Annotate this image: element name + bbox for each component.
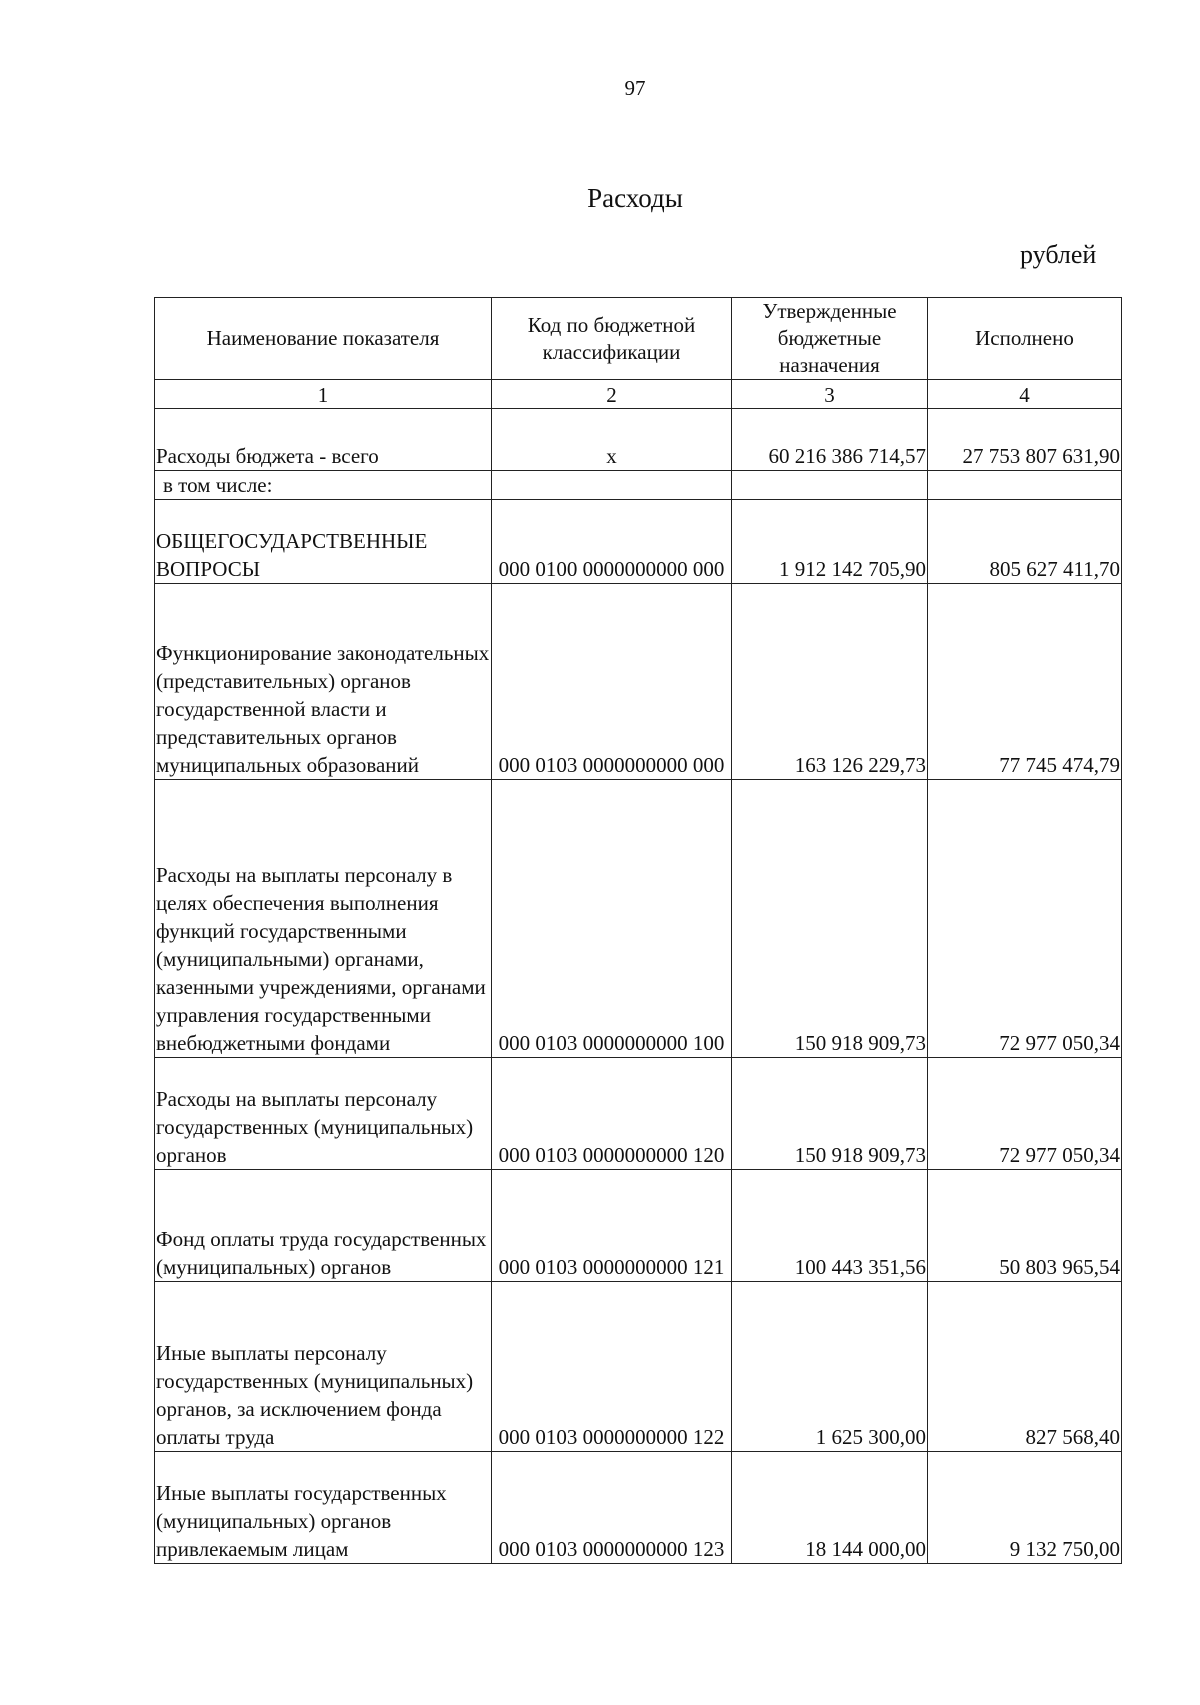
table-row bbox=[155, 1170, 1122, 1282]
header-name: Наименование показателя bbox=[155, 298, 492, 380]
row-code: 000 0103 0000000000 120 bbox=[492, 1058, 732, 1170]
row-approved: 1 912 142 705,90 bbox=[732, 500, 928, 584]
row-executed: 27 753 807 631,90 bbox=[928, 409, 1122, 471]
row-code: 000 0103 0000000000 122 bbox=[492, 1282, 732, 1452]
header-code: Код по бюджетной классификации bbox=[492, 298, 732, 380]
column-number: 3 bbox=[732, 380, 928, 409]
row-code: x bbox=[492, 409, 732, 471]
row-approved: 60 216 386 714,57 bbox=[732, 409, 928, 471]
row-code: 000 0100 0000000000 000 bbox=[492, 500, 732, 584]
row-executed: 827 568,40 bbox=[928, 1282, 1122, 1452]
row-executed bbox=[928, 471, 1122, 500]
table-row bbox=[155, 1282, 1122, 1452]
table-row bbox=[155, 471, 1122, 500]
row-code: 000 0103 0000000000 121 bbox=[492, 1170, 732, 1282]
row-name: Расходы на выплаты персоналу государственных (муниципальных) органов bbox=[155, 1058, 492, 1170]
row-executed: 72 977 050,34 bbox=[928, 1058, 1122, 1170]
row-name: Фонд оплаты труда государственных (муниципальных) органов bbox=[155, 1170, 492, 1282]
table-header-row bbox=[155, 298, 1122, 380]
column-number: 1 bbox=[155, 380, 492, 409]
table-row bbox=[155, 1058, 1122, 1170]
table-row bbox=[155, 584, 1122, 780]
row-code: 000 0103 0000000000 123 bbox=[492, 1452, 732, 1564]
column-number: 4 bbox=[928, 380, 1122, 409]
row-name: Иные выплаты государственных (муниципальных) органов привлекаемым лицам bbox=[155, 1452, 492, 1564]
row-approved: 18 144 000,00 bbox=[732, 1452, 928, 1564]
header-approved: Утвержденные бюджетные назначения bbox=[732, 298, 928, 380]
page-number: 97 bbox=[624, 76, 646, 100]
row-executed: 72 977 050,34 bbox=[928, 780, 1122, 1058]
row-approved: 100 443 351,56 bbox=[732, 1170, 928, 1282]
row-name: ОБЩЕГОСУДАРСТВЕННЫЕ ВОПРОСЫ bbox=[155, 500, 492, 584]
row-name: Иные выплаты персоналу государственных (муниципальных) органов, за исключением фонда оплаты труда bbox=[155, 1282, 492, 1452]
column-number-row bbox=[155, 380, 1122, 409]
row-name: Функционирование законодательных (представительных) органов государственной власти и представительных органов муниципальных образований bbox=[155, 584, 492, 780]
row-executed: 50 803 965,54 bbox=[928, 1170, 1122, 1282]
row-code bbox=[492, 471, 732, 500]
header-executed: Исполнено bbox=[928, 298, 1122, 380]
row-executed: 77 745 474,79 bbox=[928, 584, 1122, 780]
row-approved: 150 918 909,73 bbox=[732, 780, 928, 1058]
row-name: Расходы на выплаты персоналу в целях обеспечения выполнения функций государственными (муниципальными) органами, казенными учреждениями, органами управления государственными внебюджетными фондами bbox=[155, 780, 492, 1058]
table-row bbox=[155, 409, 1122, 471]
row-name: Расходы бюджета - всего bbox=[155, 409, 492, 471]
row-name: в том числе: bbox=[155, 471, 492, 500]
table-row bbox=[155, 500, 1122, 584]
document-title: Расходы bbox=[587, 183, 683, 213]
expenses-table bbox=[154, 297, 1122, 1564]
row-code: 000 0103 0000000000 000 bbox=[492, 584, 732, 780]
row-code: 000 0103 0000000000 100 bbox=[492, 780, 732, 1058]
row-approved bbox=[732, 471, 928, 500]
row-approved: 1 625 300,00 bbox=[732, 1282, 928, 1452]
row-executed: 9 132 750,00 bbox=[928, 1452, 1122, 1564]
column-number: 2 bbox=[492, 380, 732, 409]
row-approved: 163 126 229,73 bbox=[732, 584, 928, 780]
row-approved: 150 918 909,73 bbox=[732, 1058, 928, 1170]
units-label: рублей bbox=[1020, 240, 1097, 269]
row-executed: 805 627 411,70 bbox=[928, 500, 1122, 584]
table-row bbox=[155, 1452, 1122, 1564]
table-row bbox=[155, 780, 1122, 1058]
